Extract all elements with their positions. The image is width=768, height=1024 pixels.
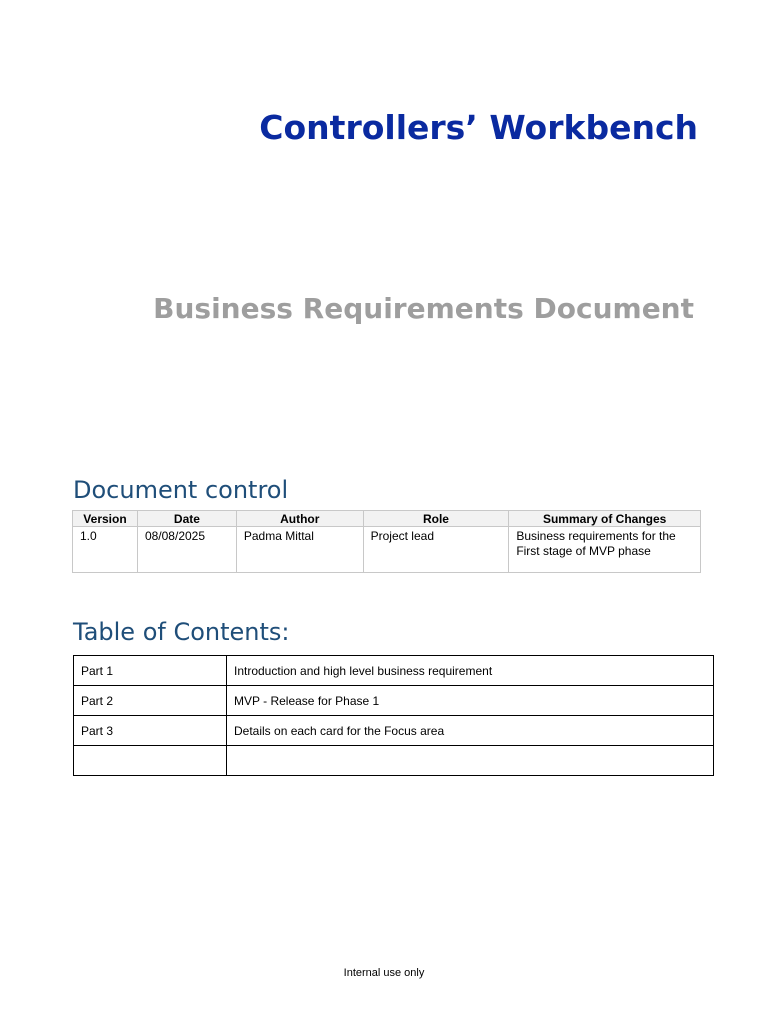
toc-part: Part 2: [74, 686, 227, 716]
column-header-date: Date: [137, 511, 236, 527]
footer-text: Internal use only: [343, 967, 425, 979]
toc-description: MVP - Release for Phase 1: [227, 686, 714, 716]
document-title: Controllers’ Workbench: [259, 108, 698, 147]
table-of-contents-heading: Table of Contents:: [73, 618, 290, 646]
cell-author: Padma Mittal: [236, 527, 363, 573]
column-header-role: Role: [363, 511, 509, 527]
cell-summary: Business requirements for the First stage of MVP phase: [509, 527, 701, 573]
table-row: [73, 527, 701, 573]
toc-description: Introduction and high level business requirement: [227, 656, 714, 686]
column-header-author: Author: [236, 511, 363, 527]
table-of-contents: [73, 655, 714, 776]
column-header-version: Version: [73, 511, 138, 527]
toc-description: Details on each card for the Focus area: [227, 716, 714, 746]
toc-part: Part 1: [74, 656, 227, 686]
cell-role: Project lead: [363, 527, 509, 573]
toc-part: Part 3: [74, 716, 227, 746]
column-header-summary: Summary of Changes: [509, 511, 701, 527]
table-row: [74, 746, 714, 776]
cell-date: 08/08/2025: [137, 527, 236, 573]
toc-part: [74, 746, 227, 776]
table-row: [74, 716, 714, 746]
toc-description: [227, 746, 714, 776]
table-row: [74, 656, 714, 686]
table-header-row: [73, 511, 701, 527]
cell-version: 1.0: [73, 527, 138, 573]
document-control-table: [72, 510, 701, 573]
table-row: [74, 686, 714, 716]
document-control-heading: Document control: [73, 476, 289, 504]
document-subtitle: Business Requirements Document: [153, 292, 694, 325]
